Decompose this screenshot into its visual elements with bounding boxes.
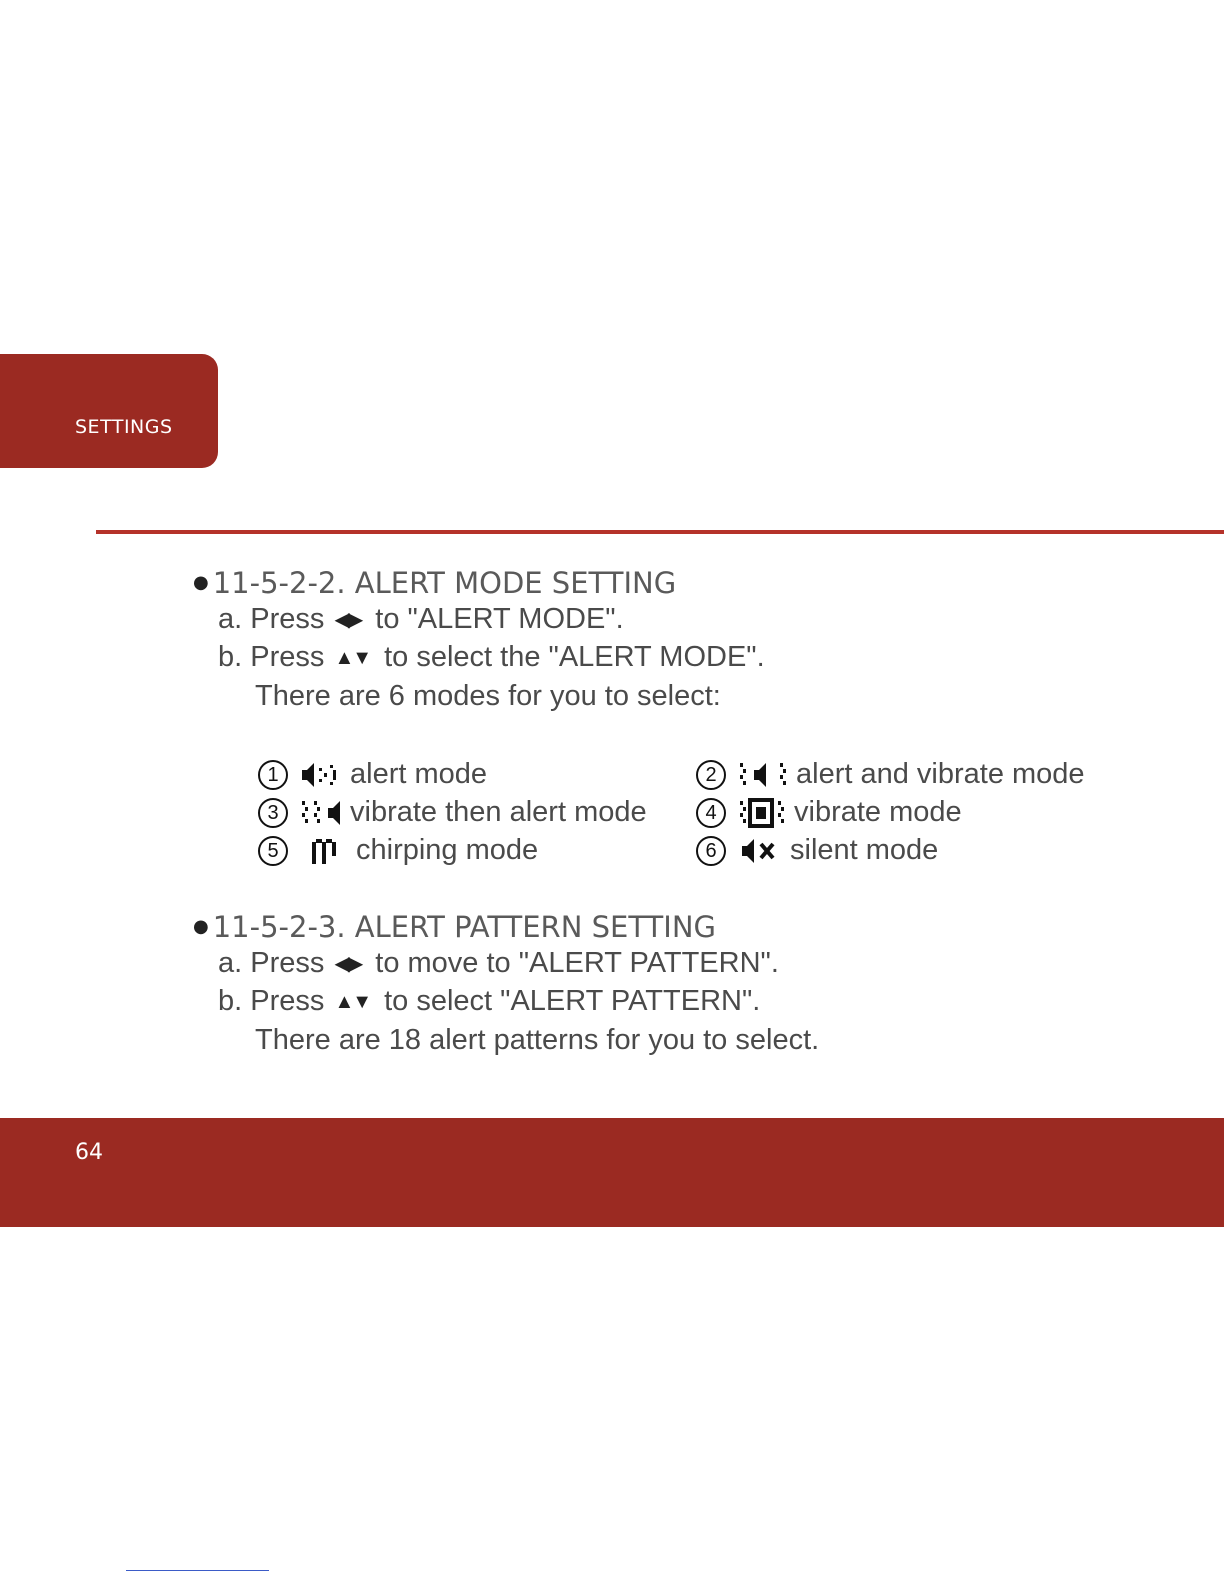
mode-label: alert and vibrate mode	[796, 758, 1085, 790]
step-a	[218, 603, 624, 636]
circled-number: 1	[258, 760, 288, 790]
step-b	[218, 641, 765, 674]
mode-label: chirping mode	[356, 834, 539, 866]
step-a-text: to move to "ALERT PATTERN".	[375, 947, 779, 979]
vibrate-speaker-icon	[738, 760, 790, 790]
step-b-text: to select "ALERT PATTERN".	[384, 985, 761, 1017]
step-b-prefix: b. Press	[218, 641, 325, 673]
mode-item	[696, 796, 962, 829]
mode-label: vibrate mode	[794, 796, 962, 828]
step-b-text: to select the "ALERT MODE".	[384, 641, 765, 673]
step-b-note: There are 6 modes for you to select:	[255, 680, 721, 712]
section-tab-label: SETTINGS	[75, 416, 173, 438]
step-b-note: There are 18 alert patterns for you to select.	[255, 1024, 820, 1056]
circled-number: 3	[258, 798, 288, 828]
circled-number: 2	[696, 760, 726, 790]
circled-number: 6	[696, 836, 726, 866]
step-b-prefix: b. Press	[218, 985, 325, 1017]
footer-band	[0, 1118, 1224, 1227]
step-a	[218, 947, 779, 980]
section-tab	[0, 354, 218, 468]
mode-item	[696, 758, 1085, 791]
vibrate-phone-icon	[738, 798, 788, 828]
step-a-prefix: a. Press	[218, 603, 325, 635]
bullet-icon: ●	[193, 572, 209, 593]
mode-label: vibrate then alert mode	[350, 796, 647, 828]
section-heading-alert-mode	[193, 566, 676, 600]
step-a-prefix: a. Press	[218, 947, 325, 979]
page-number: 64	[75, 1140, 103, 1165]
bullet-icon: ●	[193, 916, 209, 937]
speaker-sound-icon	[300, 760, 344, 790]
footnote-rule	[126, 1570, 269, 1571]
mode-item	[696, 834, 938, 867]
step-a-text: to "ALERT MODE".	[375, 603, 624, 635]
header-rule	[96, 530, 1224, 534]
heading-text: 11-5-2-2. ALERT MODE SETTING	[212, 566, 677, 600]
circled-number: 4	[696, 798, 726, 828]
heading-text: 11-5-2-3. ALERT PATTERN SETTING	[212, 910, 716, 944]
circled-number: 5	[258, 836, 288, 866]
mode-item	[258, 796, 647, 829]
left-right-arrows-icon: ◀▶	[334, 609, 362, 631]
step-b	[218, 985, 760, 1018]
chirp-icon	[300, 836, 350, 866]
mode-item	[258, 758, 487, 791]
up-down-arrows-icon: ▲▼	[334, 647, 371, 669]
left-right-arrows-icon: ◀▶	[334, 953, 362, 975]
up-down-arrows-icon: ▲▼	[334, 991, 371, 1013]
mode-label: silent mode	[790, 834, 939, 866]
mode-item	[258, 834, 538, 867]
vibrate-then-speaker-icon	[300, 798, 344, 828]
section-heading-alert-pattern	[193, 910, 716, 944]
mode-label: alert mode	[350, 758, 488, 790]
speaker-muted-icon	[738, 836, 784, 866]
